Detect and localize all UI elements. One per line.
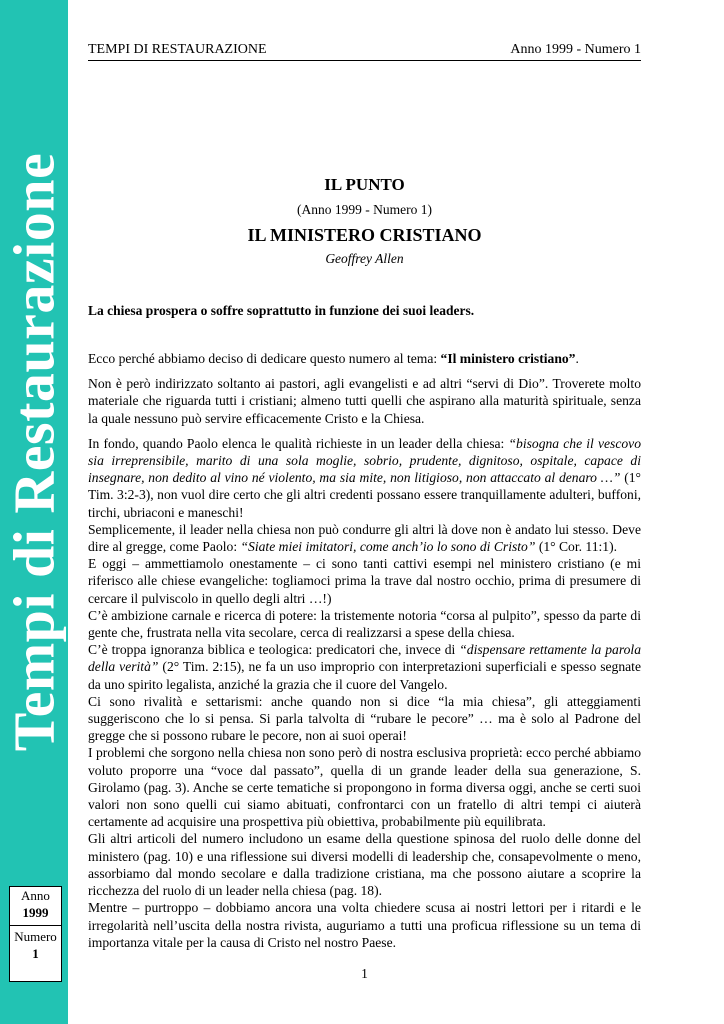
- article-title: IL MINISTERO CRISTIANO: [247, 225, 482, 245]
- running-header: [88, 42, 641, 61]
- paragraph: Ci sono rivalità e settarismi: anche quando non si dice “la mia chiesa”, gli atteggiamenti suggeriscono che lo si pensa. Si parla talvolta di “rubare le pecore” … ma è solo al Padrone del gregge che si possono rubare le pecore, non ai suoi operai!: [88, 693, 641, 744]
- paragraph: E oggi – ammettiamolo onestamente – ci sono tanti cattivi esempi nel ministero cristiano (e mi riferisco alle chiese evangeliche: togliamoci prima la trave dal nostro occhio, prima di presumere di cercare il pulviscolo in quello degli altri …!): [88, 556, 641, 606]
- section-title: IL PUNTO: [324, 175, 405, 194]
- article-heading: [88, 172, 641, 270]
- year-label: Anno: [21, 888, 50, 903]
- paragraph: C’è troppa ignoranza biblica e teologica: predicatori che, invece di “dispensare rettamente la parola della verità” (2° Tim. 2:15), ne fa un uso improprio con interpretazioni superficiali e spesso segnate da uno spirito legalista, anziché la grazia che il cuore del Vangelo.: [88, 642, 641, 692]
- paragraph: Non è però indirizzato soltanto ai pastori, agli evangelisti e ad altri “servi di Dio”. Troverete molto materiale che riguarda tutti i cristiani; almeno tutti quelli che aspirano alla maturità spirituale, senza la quale nessuno può servire efficacemente Cristo e la Chiesa.: [88, 376, 641, 426]
- paragraph: C’è ambizione carnale e ricerca di potere: la tristemente notoria “corsa al pulpito”, spesso da parte di gente che, frustrata nella vita secolare, cerca di realizzarsi a spese della chiesa.: [88, 607, 641, 641]
- year-value: 1999: [22, 905, 49, 920]
- sidebar-title-area: [0, 0, 68, 780]
- number-label: Numero: [14, 929, 57, 944]
- paragraph: Ecco perché abbiamo deciso di dedicare questo numero al tema: “Il ministero cristiano”.: [88, 351, 579, 366]
- article-body: [88, 350, 641, 951]
- paragraph: Semplicemente, il leader nella chiesa non può condurre gli altri là dove non è andato lui stesso. Deve dire al gregge, come Paolo: “Siate miei imitatori, come anch’io lo sono di Cristo” (1° Cor. 11:1).: [88, 521, 641, 555]
- paragraph: In fondo, quando Paolo elenca le qualità richieste in un leader della chiesa: “bisogna che il vescovo sia irreprensibile, marito di una sola moglie, sobrio, prudente, dignitoso, ospitale, capace di insegnare, non dedito al vino né violento, ma sia mite, non litigioso, non attaccato al denaro …” (1° Tim. 3:2-3), non vuol dire certo che gli altri credenti possano essere tranquillamente adulteri, buffoni, tirchi, ubriaconi e maneschi!: [88, 435, 641, 520]
- issue-box-divider: [10, 925, 61, 926]
- paragraph: Gli altri articoli del numero includono un esame della questione spinosa del ruolo delle donne del ministero (pag. 10) e una riflessione sui diversi modelli di leadership che, consapevolmente o meno, assorbiamo dal mondo secolare e dalla tradizione cristiana, ma che possono aiutare a scoprire la ricchezza del ruolo di un leader nella chiesa (pag. 18).: [88, 831, 641, 899]
- header-issue: Anno 1999 - Numero 1: [510, 42, 641, 57]
- issue-box: [9, 886, 62, 982]
- paragraph: I problemi che sorgono nella chiesa non sono però di nostra esclusiva proprietà: ecco perché abbiamo voluto proporre una “voce dal passato”, quella di un grande leader della sua generazione, S. Girolamo (pag. 3). Anche se certe tematiche si propongono in forma diversa oggi, anche se certi suoi valori non sono quelli cui siamo abituati, confrontarci con un fratello di altri tempi ci aiuterà certamente ad acquisire una prospettiva più obiettiva, probabilmente più equilibrata.: [88, 745, 641, 830]
- author: Geoffrey Allen: [325, 251, 404, 266]
- paragraph: Mentre – purtroppo – dobbiamo ancora una volta chiedere scusa ai nostri lettori per i ritardi e le irregolarità nell’uscita della nostra rivista, auguriamo a tutti una proficua riflessione su un tema di importanza vitale per la causa di Cristo nel nostro Paese.: [88, 900, 641, 950]
- lead-sentence: La chiesa prospera o soffre soprattutto in funzione dei suoi leaders.: [88, 303, 475, 318]
- number-value: 1: [32, 946, 39, 961]
- sidebar: [0, 0, 68, 1024]
- header-magazine-name: TEMPI DI RESTAURAZIONE: [88, 42, 267, 57]
- issue-line: (Anno 1999 - Numero 1): [297, 202, 432, 217]
- page-number: 1: [361, 966, 368, 981]
- magazine-title-vertical: Tempi di Restaurazione: [1, 152, 67, 752]
